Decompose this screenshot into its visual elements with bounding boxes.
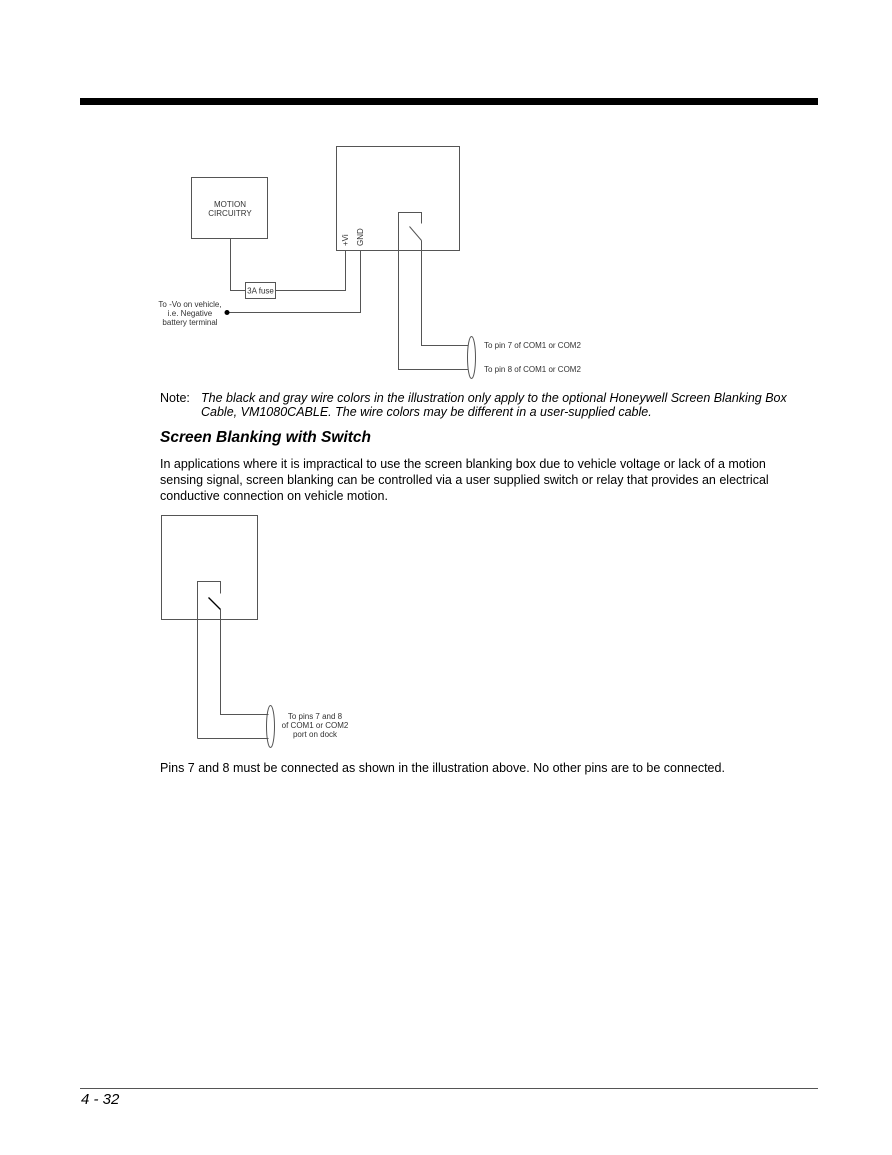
motion-wire <box>231 239 246 291</box>
pin7-label: To pin 7 of COM1 or COM2 <box>484 341 581 350</box>
relay-wire-right <box>422 241 469 346</box>
vehicle-terminal-label: battery terminal <box>162 318 218 327</box>
gnd-wire <box>228 251 361 313</box>
motion-circuitry-label: MOTION <box>214 200 246 209</box>
pin-vi-label: +Vi <box>341 234 350 246</box>
vehicle-terminal-label: i.e. Negative <box>167 309 213 318</box>
page-number: 4 - 32 <box>81 1091 120 1108</box>
relay-switch-contact <box>410 227 422 241</box>
vehicle-terminal-dot <box>225 310 230 315</box>
intro-paragraph: In applications where it is impractical to use the screen blanking box due to vehicle voltage or lack of a motion sensing signal, screen blanking can be controlled via a user supplied switch or relay that provides an electrical conductive connection on vehicle motion. <box>160 457 769 503</box>
switch-diagram <box>162 516 275 748</box>
footer-rule <box>80 1088 818 1089</box>
relay-wire-left <box>399 213 422 361</box>
switch-box <box>162 516 258 620</box>
wire-color-note <box>160 391 820 419</box>
vi-wire <box>276 251 346 291</box>
cable-bundle-2 <box>267 706 275 748</box>
switch-wire-right <box>221 610 269 715</box>
pin-gnd-label: GND <box>356 228 365 246</box>
note-label: Note: <box>160 391 190 405</box>
motion-circuitry-label: CIRCUITRY <box>208 209 252 218</box>
relay-wire-bottom <box>399 361 469 370</box>
vehicle-terminal-label: To -Vo on vehicle, <box>158 300 222 309</box>
switch-contact <box>209 598 221 610</box>
dock-pins-label: To pins 7 and 8 <box>287 712 343 721</box>
dock-pins-label: port on dock <box>292 730 338 739</box>
section-heading: Screen Blanking with Switch <box>160 429 372 446</box>
dock-pins-label: of COM1 or COM2 <box>281 721 349 730</box>
cable-bundle-1 <box>468 337 476 379</box>
pin8-label: To pin 8 of COM1 or COM2 <box>484 365 581 374</box>
note-text: The black and gray wire colors in the illustration only apply to the optional Honeywell Screen Blanking Box Cable, VM1080CABLE. The wire colors may be different in a user-supplied cable. <box>201 391 787 419</box>
switch-wire-left <box>198 582 221 739</box>
fuse-label: 3A fuse <box>247 286 274 296</box>
closing-paragraph: Pins 7 and 8 must be connected as shown in the illustration above. No other pins are to be connected. <box>160 761 725 775</box>
blanking-box-diagram <box>192 147 476 379</box>
